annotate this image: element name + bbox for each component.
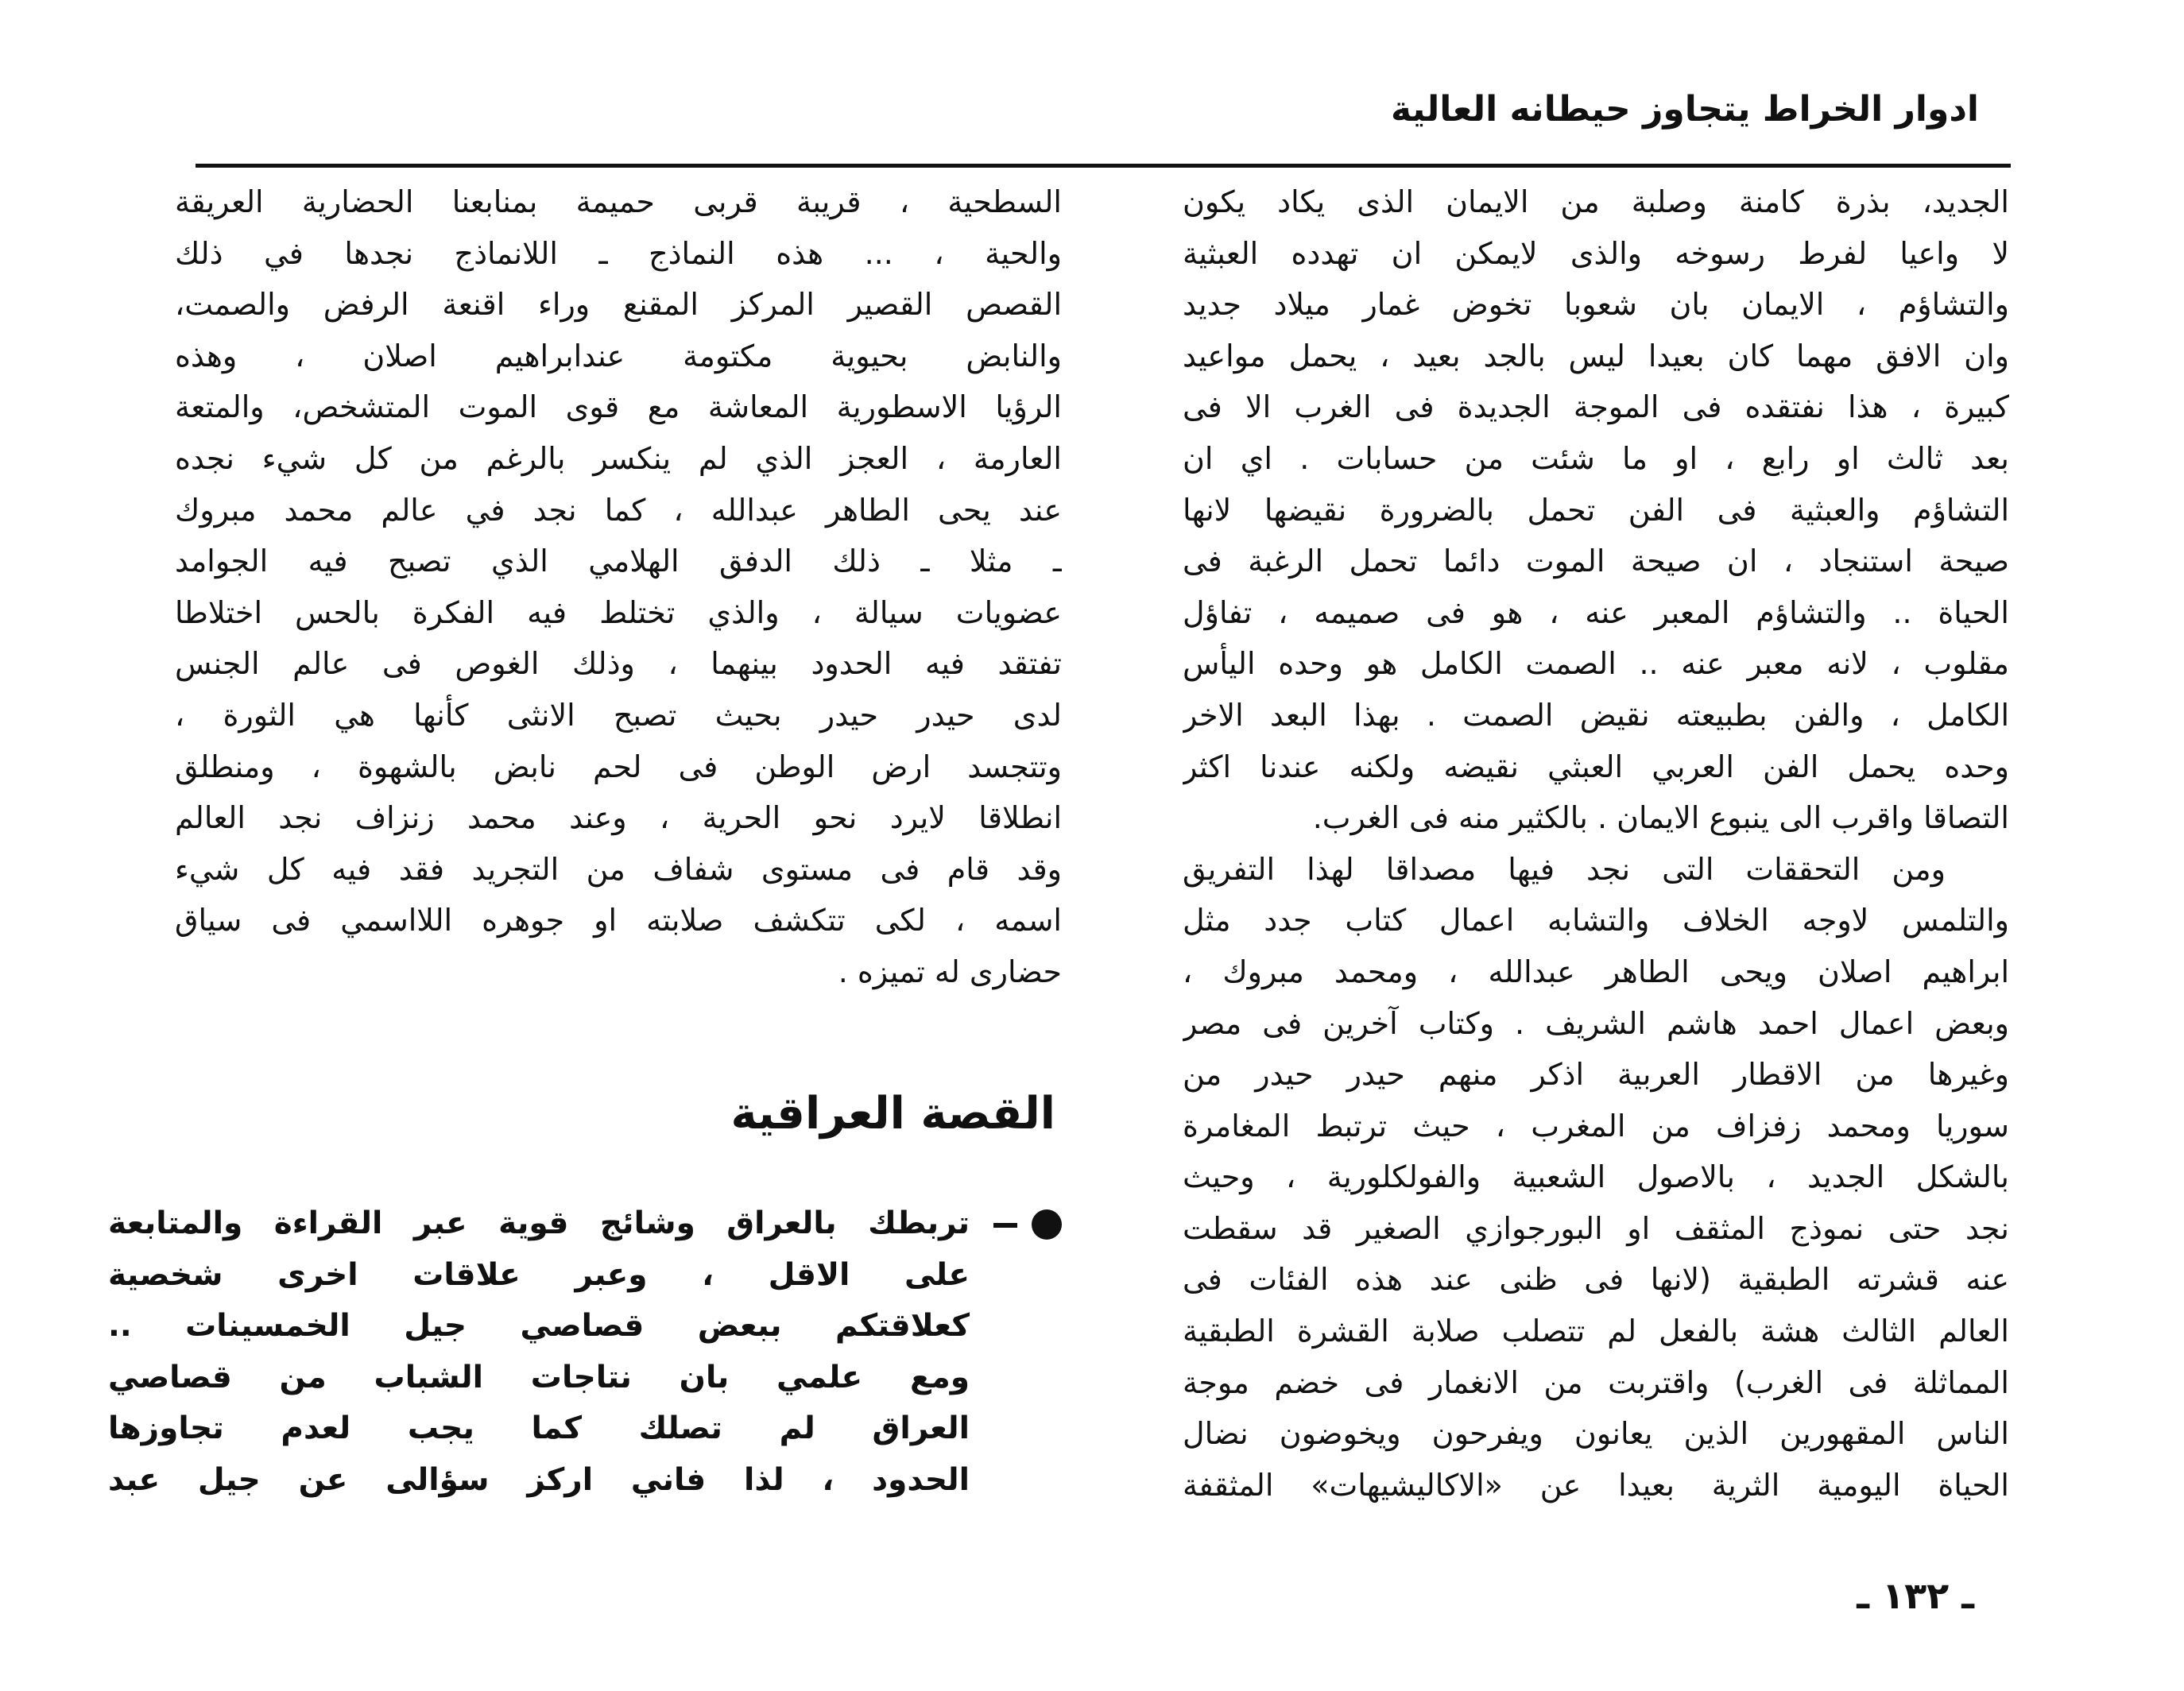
header-rule-left [196,164,1397,168]
text-line: التصاقا واقرب الى ينبوع الايمان . بالكثير منه فى الغرب. [1312,800,2009,836]
text-line: والحية ، ... هذه النماذج ـ اللانماذج نجدها في ذلك [175,235,1062,271]
question-line: كعلاقتكم ببعض قصاصي جيل الخمسينات .. [108,1308,970,1345]
page-number: ـ ١٣٢ ـ [1857,1574,1974,1617]
text-line: وان الافق مهما كان بعيدا ليس بالجد بعيد ، يحمل مواعيد [1183,338,2009,373]
text-line: لا واعيا لفرط رسوخه والذى لايمكن ان تهدده العبثية [1183,235,2009,271]
text-line: حضارى له تميزه . [838,954,1062,989]
text-line: اسمه ، لكى تتكشف صلابته او جوهره اللااسمي فى سياق [175,903,1062,938]
text-line: الحياة اليومية الثرية بعيدا عن «الاكاليشيهات» المثقفة [1183,1467,2009,1503]
text-line: وقد قام فى مستوى شفاف من التجريد فقد فيه كل شيء [175,851,1062,887]
text-line: عند يحى الطاهر عبدالله ، كما نجد في عالم محمد مبروك [175,492,1062,528]
question-line: تربطك بالعراق وشائج قوية عبر القراءة والمتابعة [108,1205,970,1241]
text-line: بعد ثالث او رابع ، او ما شئت من حسابات . اي ان [1183,440,2009,476]
question-line: ومع علمي بان نتاجات الشباب من قصاصي [108,1359,970,1395]
text-line: ابراهيم اصلان ويحى الطاهر عبدالله ، ومحمد مبروك ، [1183,954,2009,989]
text-line: صيحة استنجاد ، ان صيحة الموت دائما تحمل الرغبة فى [1183,544,2009,579]
text-line: عضويات سيالة ، والذي تختلط فيه الفكرة بالحس اختلاطا [175,594,1062,630]
text-line: الرؤيا الاسطورية المعاشة مع قوى الموت المتشخص، والمتعة [175,389,1062,425]
left-text-column [175,176,1062,998]
text-line: الحياة .. والتشاؤم المعبر عنه ، هو فى صميمه ، تفاؤل [1183,594,2009,630]
text-line: والتشاؤم ، الايمان بان شعوبا تخوض غمار ميلاد جديد [1183,287,2009,323]
text-line: العارمة ، العجز الذي لم ينكسر بالرغم من كل شيء نجده [175,440,1062,476]
question-marker [976,1209,1062,1241]
running-title: ادوار الخراط يتجاوز حيطانه العالية [1391,89,1979,130]
question-line: العراق لم تصلك كما يجب لعدم تجاوزها [108,1410,970,1447]
text-line: انطلاقا لايرد نحو الحرية ، وعند محمد زنزاف نجد العالم [175,800,1062,836]
text-line: التشاؤم والعبثية فى الفن تحمل بالضرورة نقيضها لانها [1183,492,2009,528]
text-line: السطحية ، قريبة قربى حميمة بمنابعنا الحضارية العريقة [175,184,1062,219]
text-line: وحده يحمل الفن العربي العبثي نقيضه ولكنه عندنا اكثر [1183,749,2009,784]
text-line: مقلوب ، لانه معبر عنه .. الصمت الكامل هو وحده اليأس [1183,646,2009,682]
text-line: كبيرة ، هذا نفتقده فى الموجة الجديدة فى الغرب الا فى [1183,389,2009,425]
interview-question [108,1198,1062,1507]
text-line: وبعض اعمال احمد هاشم الشريف . وكتاب آخرين فى مصر [1183,1005,2009,1041]
bullet-dot-icon [1032,1209,1062,1240]
text-line: الجديد، بذرة كامنة وصلبة من الايمان الذى يكاد يكون [1183,184,2009,219]
text-line: لدى حيدر حيدر بحيث تصبح الانثى كأنها هي الثورة ، [175,697,1062,733]
text-line: نجد حتى نموذج المثقف او البورجوازي الصغير قد سقطت [1183,1210,2009,1246]
text-line: تفتقد فيه الحدود بينهما ، وذلك الغوص فى عالم الجنس [175,646,1062,682]
right-text-column [1183,176,2009,1511]
text-line: المماثلة فى الغرب) واقتربت من الانغمار فى خضم موجة [1183,1364,2009,1400]
text-line: والنابض بحيوية مكتومة عندابراهيم اصلان ، وهذه [175,338,1062,373]
section-title: القصة العراقية [730,1088,1055,1140]
text-line: الكامل ، والفن بطبيعته نقيض الصمت . بهذا البعد الاخر [1183,697,2009,733]
question-line: الحدود ، لذا فاني اركز سؤالى عن جيل عبد [108,1461,970,1498]
question-line: على الاقل ، وعبر علاقات اخرى شخصية [108,1256,970,1293]
text-line: ـ مثلا ـ ذلك الدفق الهلامي الذي تصبح فيه الجوامد [175,544,1062,579]
text-line: وغيرها من الاقطار العربية اذكر منهم حيدر حيدر من [1183,1057,2009,1093]
text-line: سوريا ومحمد زفزاف من المغرب ، حيث ترتبط المغامرة [1183,1108,2009,1143]
text-line: ومن التحققات التى نجد فيها مصداقا لهذا التفريق [1183,851,1946,887]
text-line: بالشكل الجديد ، بالاصول الشعبية والفولكلورية ، وحيث [1183,1159,2009,1195]
text-line: عنه قشرته الطبقية (لانها فى ظنى عند هذه الفئات فى [1183,1262,2009,1298]
text-line: وتتجسد ارض الوطن فى لحم نابض بالشهوة ، ومنطلق [175,749,1062,784]
text-line: القصص القصير المركز المقنع وراء اقنعة الرفض والصمت، [175,287,1062,323]
dash-icon [993,1223,1017,1228]
text-line: الناس المقهورين الذين يعانون ويفرحون ويخوضون نضال [1183,1416,2009,1452]
text-line: العالم الثالث هشة بالفعل لم تتصلب صلابة القشرة الطبقية [1183,1314,2009,1349]
text-line: والتلمس لاوجه الخلاف والتشابه اعمال كتاب جدد مثل [1183,903,2009,938]
